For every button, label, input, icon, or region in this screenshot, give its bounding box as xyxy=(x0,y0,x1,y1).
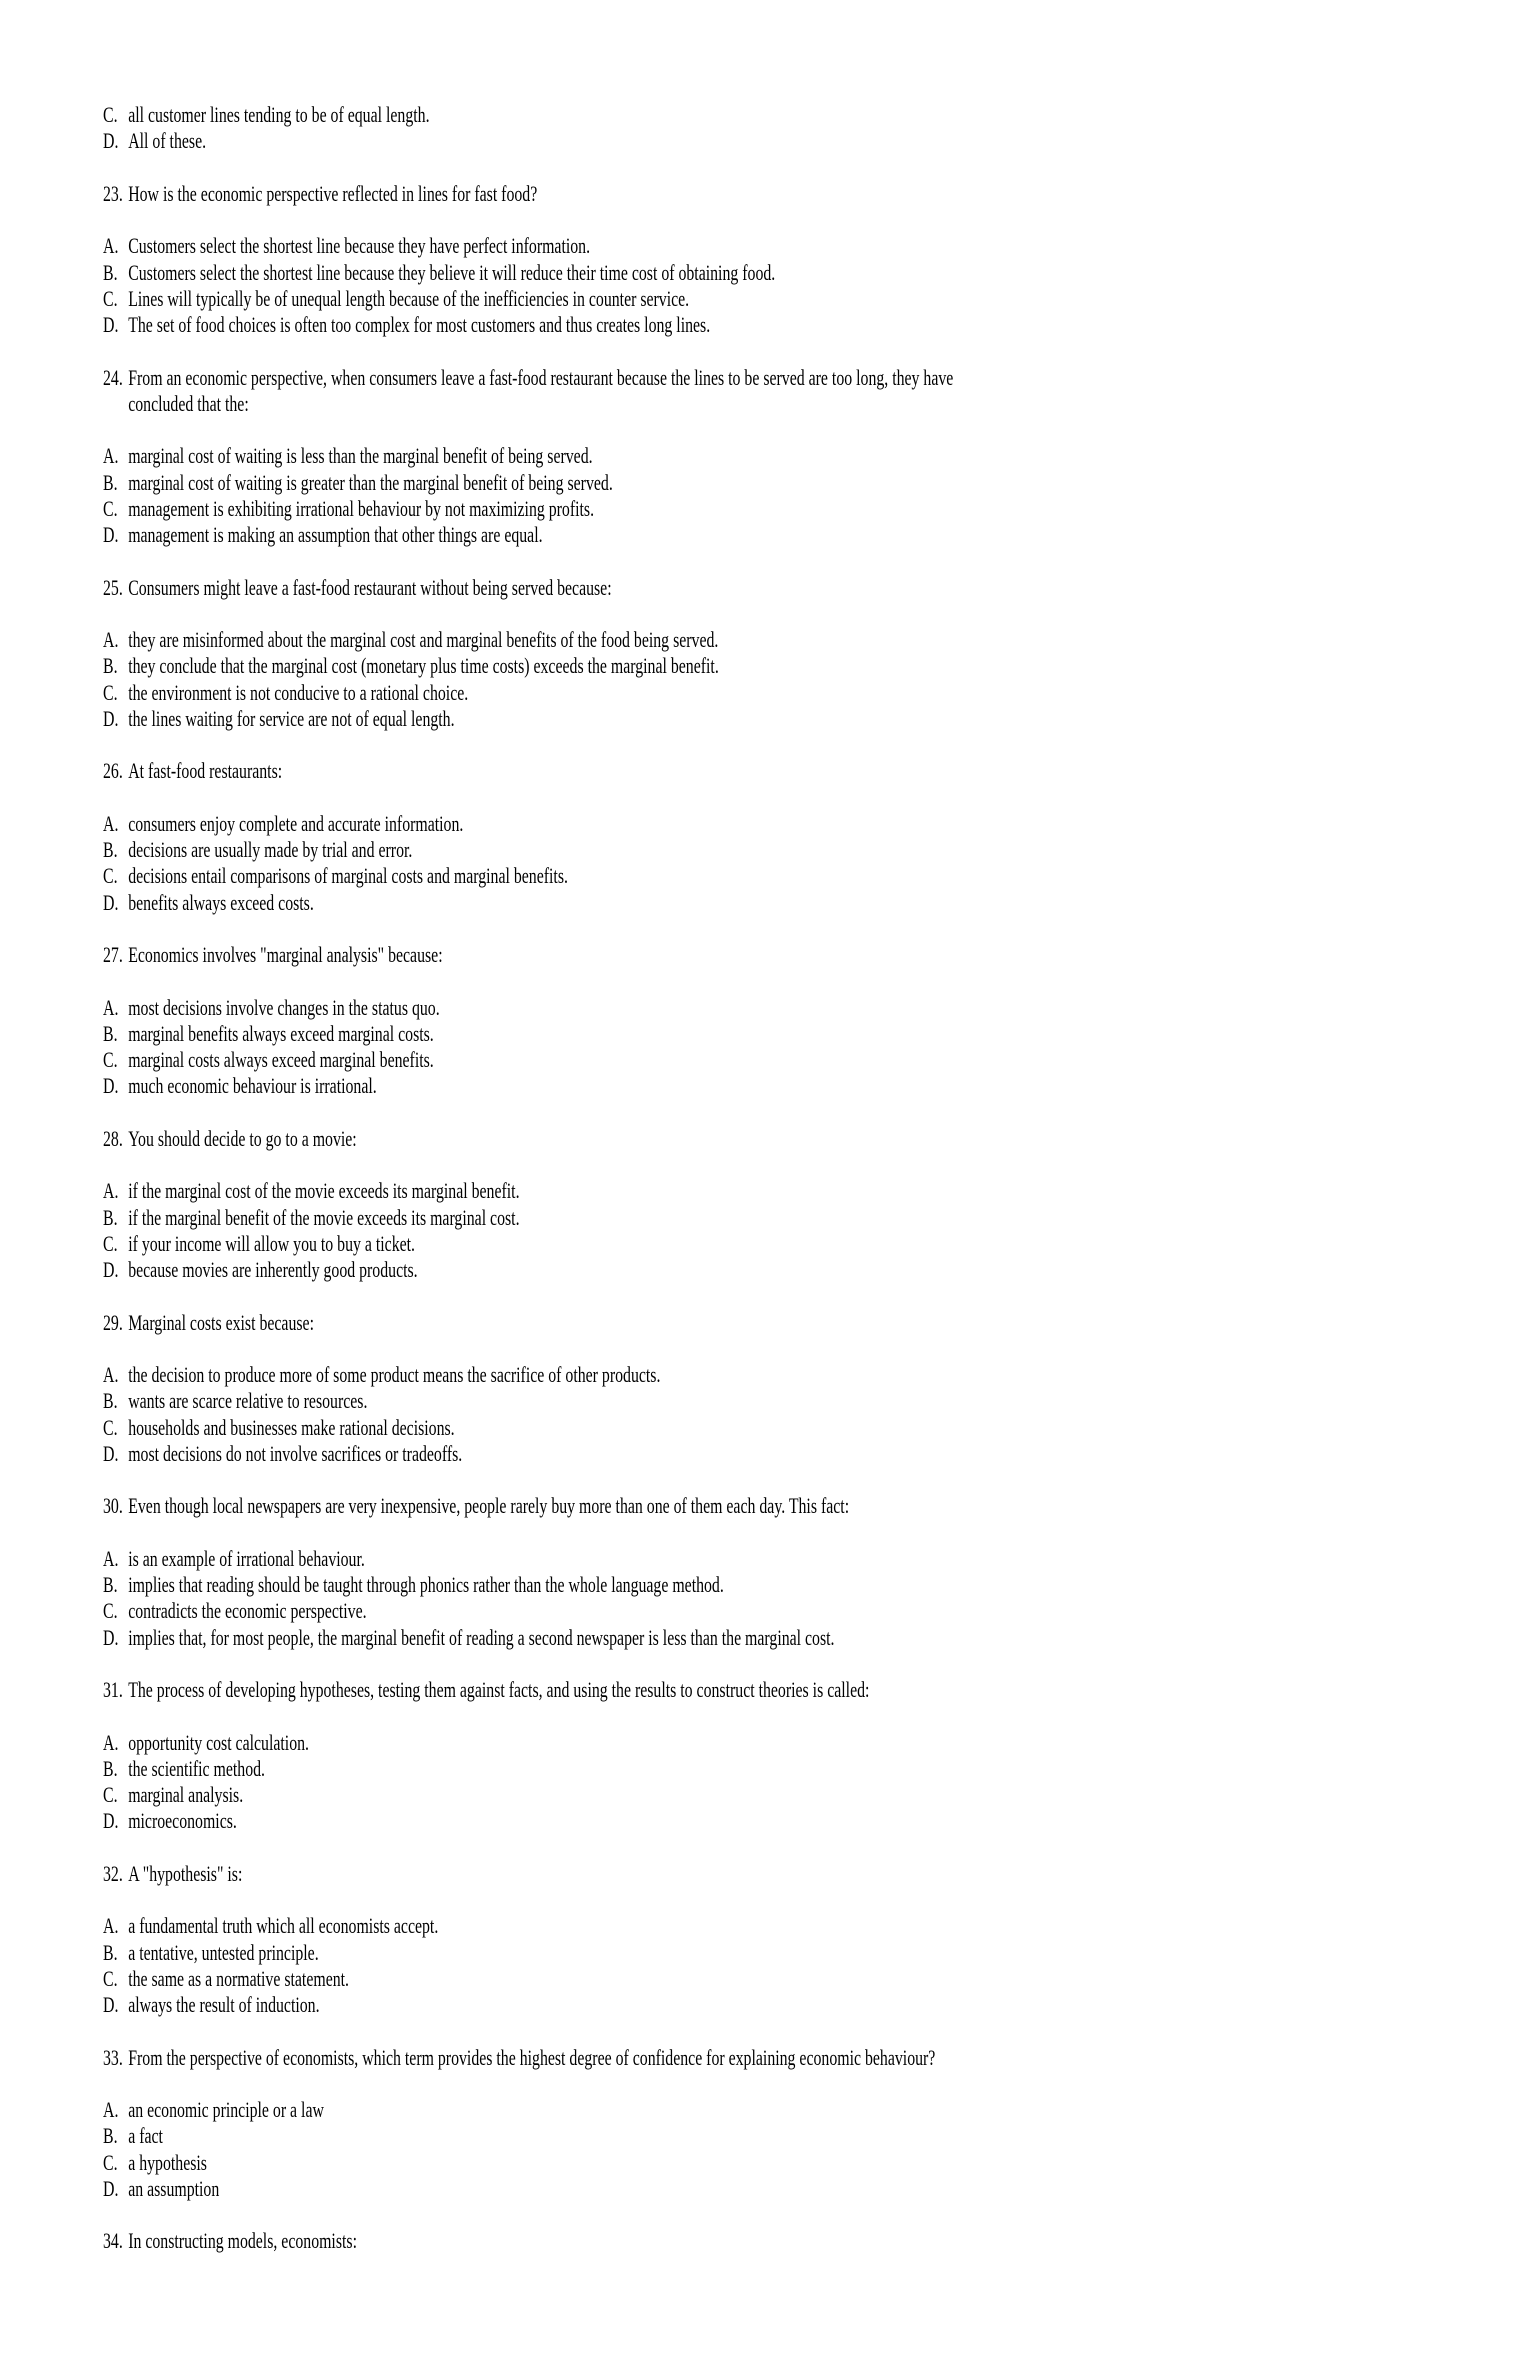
option-letter: B. xyxy=(103,469,118,495)
question-text: From an economic perspective, when consumers leave a fast-food restaurant because the lines to be served are too long, they have xyxy=(128,364,954,390)
answer-option xyxy=(103,1782,1540,1808)
option-text: if the marginal cost of the movie exceeds its marginal benefit. xyxy=(128,1178,520,1204)
option-letter: D. xyxy=(103,1440,119,1466)
option-letter: C. xyxy=(103,863,118,889)
blank-line xyxy=(103,417,1540,443)
answer-option xyxy=(103,1913,1540,1939)
answer-option xyxy=(103,1362,1540,1388)
option-letter: A. xyxy=(103,1178,119,1204)
blank-line xyxy=(103,1100,1540,1126)
blank-line xyxy=(103,968,1540,994)
answer-option xyxy=(103,102,1540,128)
option-letter: D. xyxy=(103,1808,119,1834)
answer-option xyxy=(103,1572,1540,1598)
option-letter: B. xyxy=(103,837,118,862)
question-stem xyxy=(103,942,1540,968)
answer-option xyxy=(103,995,1540,1021)
blank-line xyxy=(103,732,1540,758)
option-text: wants are scarce relative to resources. xyxy=(128,1388,368,1414)
question-text: The process of developing hypotheses, testing them against facts, and using the results to construct theories is called: xyxy=(128,1677,870,1702)
question-number: 32. xyxy=(103,1860,123,1886)
option-letter: B. xyxy=(103,1388,118,1414)
answer-option xyxy=(103,653,1540,679)
option-text: all customer lines tending to be of equal length. xyxy=(128,102,430,127)
option-text: microeconomics. xyxy=(128,1808,237,1834)
question-number: 33. xyxy=(103,2044,123,2070)
option-text: a fact xyxy=(128,2123,163,2149)
option-text: a fundamental truth which all economists accept. xyxy=(128,1913,439,1939)
answer-option xyxy=(103,627,1540,653)
answer-option xyxy=(103,1808,1540,1834)
option-letter: A. xyxy=(103,1729,119,1755)
option-letter: A. xyxy=(103,1362,119,1387)
option-letter: A. xyxy=(103,443,119,469)
option-letter: D. xyxy=(103,128,119,154)
answer-option xyxy=(103,1047,1540,1073)
option-letter: B. xyxy=(103,653,118,679)
option-letter: A. xyxy=(103,1545,119,1571)
option-letter: B. xyxy=(103,259,118,285)
answer-option xyxy=(103,1940,1540,1966)
blank-line xyxy=(103,2071,1540,2097)
answer-option xyxy=(103,1441,1540,1467)
question-stem xyxy=(103,1493,1540,1519)
option-text: marginal analysis. xyxy=(128,1782,244,1807)
blank-line xyxy=(103,155,1540,181)
option-text: The set of food choices is often too complex for most customers and thus creates long lines. xyxy=(128,312,711,337)
answer-option xyxy=(103,128,1540,154)
question-stem xyxy=(103,1861,1540,1887)
option-letter: D. xyxy=(103,2175,119,2201)
option-text: the scientific method. xyxy=(128,1755,265,1781)
answer-option xyxy=(103,1388,1540,1414)
option-letter: A. xyxy=(103,2097,119,2122)
answer-option xyxy=(103,522,1540,548)
option-text: management is making an assumption that other things are equal. xyxy=(128,522,543,547)
question-stem xyxy=(103,1677,1540,1703)
answer-option xyxy=(103,2123,1540,2149)
option-letter: C. xyxy=(103,1965,118,1991)
question-number: 24. xyxy=(103,364,123,390)
option-text: is an example of irrational behaviour. xyxy=(128,1545,365,1571)
answer-option xyxy=(103,312,1540,338)
answer-option xyxy=(103,680,1540,706)
option-text: most decisions involve changes in the status quo. xyxy=(128,994,440,1020)
option-letter: D. xyxy=(103,1624,119,1650)
option-text: consumers enjoy complete and accurate information. xyxy=(128,810,464,836)
option-text: the environment is not conducive to a rational choice. xyxy=(128,679,469,705)
option-letter: C. xyxy=(103,2149,118,2175)
question-text: In constructing models, economists: xyxy=(128,2228,357,2254)
option-text: most decisions do not involve sacrifices or tradeoffs. xyxy=(128,1440,463,1466)
option-letter: D. xyxy=(103,1257,119,1282)
option-text: a hypothesis xyxy=(128,2149,207,2175)
option-text: always the result of induction. xyxy=(128,1992,320,2017)
option-text: implies that, for most people, the marginal benefit of reading a second newspaper is less than the marginal cost. xyxy=(128,1624,835,1650)
question-number: 26. xyxy=(103,758,123,784)
option-letter: D. xyxy=(103,522,119,547)
answer-option xyxy=(103,890,1540,916)
option-text: contradicts the economic perspective. xyxy=(128,1598,367,1624)
option-letter: C. xyxy=(103,285,118,311)
question-text-cont: concluded that the: xyxy=(128,390,249,416)
option-letter: D. xyxy=(103,1073,119,1099)
answer-option xyxy=(103,1415,1540,1441)
answer-option xyxy=(103,2176,1540,2202)
answer-option xyxy=(103,233,1540,259)
option-letter: C. xyxy=(103,102,118,127)
option-text: Customers select the shortest line because they believe it will reduce their time cost of obtaining food. xyxy=(128,259,776,285)
option-text: an economic principle or a law xyxy=(128,2097,324,2122)
blank-line xyxy=(103,916,1540,942)
blank-line xyxy=(103,548,1540,574)
option-letter: B. xyxy=(103,1572,118,1597)
question-stem xyxy=(103,1126,1540,1152)
option-letter: C. xyxy=(103,1414,118,1440)
question-stem xyxy=(103,575,1540,601)
answer-option xyxy=(103,1231,1540,1257)
option-text: if the marginal benefit of the movie exceeds its marginal cost. xyxy=(128,1204,520,1230)
question-text: You should decide to go to a movie: xyxy=(128,1125,357,1151)
question-number: 23. xyxy=(103,180,123,206)
option-text: decisions are usually made by trial and error. xyxy=(128,837,413,862)
question-stem xyxy=(103,181,1540,207)
question-text: Economics involves "marginal analysis" because: xyxy=(128,942,443,967)
question-text: A "hypothesis" is: xyxy=(128,1860,243,1886)
blank-line xyxy=(103,1520,1540,1546)
question-stem xyxy=(103,2228,1540,2254)
blank-line xyxy=(103,338,1540,364)
question-stem xyxy=(103,365,1540,391)
option-text: an assumption xyxy=(128,2175,220,2201)
option-letter: A. xyxy=(103,994,119,1020)
answer-option xyxy=(103,1178,1540,1204)
answer-option xyxy=(103,1073,1540,1099)
option-text: management is exhibiting irrational behaviour by not maximizing profits. xyxy=(128,495,595,521)
option-text: they conclude that the marginal cost (monetary plus time costs) exceeds the marginal benefit. xyxy=(128,653,719,679)
option-text: All of these. xyxy=(128,128,207,154)
option-letter: D. xyxy=(103,312,119,337)
blank-line xyxy=(103,1283,1540,1309)
option-letter: D. xyxy=(103,1992,119,2017)
blank-line xyxy=(103,1467,1540,1493)
option-letter: B. xyxy=(103,1939,118,1965)
answer-option xyxy=(103,1021,1540,1047)
option-letter: B. xyxy=(103,2123,118,2149)
question-number: 27. xyxy=(103,942,123,967)
answer-option xyxy=(103,443,1540,469)
blank-line xyxy=(103,1835,1540,1861)
question-text: Consumers might leave a fast-food restaurant without being served because: xyxy=(128,574,612,600)
answer-option xyxy=(103,837,1540,863)
answer-option xyxy=(103,260,1540,286)
option-letter: A. xyxy=(103,233,119,259)
blank-line xyxy=(103,785,1540,811)
question-number: 31. xyxy=(103,1677,123,1702)
option-letter: C. xyxy=(103,1230,118,1256)
option-text: marginal costs always exceed marginal benefits. xyxy=(128,1047,434,1072)
option-text: marginal cost of waiting is less than the marginal benefit of being served. xyxy=(128,443,593,469)
option-letter: A. xyxy=(103,810,119,836)
option-letter: C. xyxy=(103,1782,118,1807)
option-text: they are misinformed about the marginal cost and marginal benefits of the food being served. xyxy=(128,627,719,652)
answer-option xyxy=(103,1730,1540,1756)
blank-line xyxy=(103,2018,1540,2044)
question-stem xyxy=(103,758,1540,784)
option-text: opportunity cost calculation. xyxy=(128,1729,309,1755)
option-text: marginal cost of waiting is greater than the marginal benefit of being served. xyxy=(128,469,613,495)
blank-line xyxy=(103,2202,1540,2228)
question-text: At fast-food restaurants: xyxy=(128,758,283,784)
blank-line xyxy=(103,1703,1540,1729)
blank-line xyxy=(103,207,1540,233)
option-text: marginal benefits always exceed marginal costs. xyxy=(128,1020,434,1046)
option-text: Lines will typically be of unequal length because of the inefficiencies in counter service. xyxy=(128,285,690,311)
question-text: How is the economic perspective reflected in lines for fast food? xyxy=(128,180,538,206)
option-letter: A. xyxy=(103,1913,119,1939)
option-text: households and businesses make rational decisions. xyxy=(128,1414,455,1440)
answer-option xyxy=(103,1205,1540,1231)
option-text: the same as a normative statement. xyxy=(128,1965,350,1991)
option-text: much economic behaviour is irrational. xyxy=(128,1073,377,1099)
answer-option xyxy=(103,863,1540,889)
answer-option xyxy=(103,1992,1540,2018)
question-text: From the perspective of economists, which term provides the highest degree of confidence for explaining economic behaviour? xyxy=(128,2044,936,2070)
question-number: 28. xyxy=(103,1125,123,1151)
question-text: Marginal costs exist because: xyxy=(128,1309,314,1335)
blank-line xyxy=(103,1887,1540,1913)
question-text-continued xyxy=(103,391,1540,417)
option-letter: C. xyxy=(103,679,118,705)
option-text: Customers select the shortest line because they have perfect information. xyxy=(128,233,591,259)
option-text: the decision to produce more of some product means the sacrifice of other products. xyxy=(128,1362,661,1387)
option-text: implies that reading should be taught through phonics rather than the whole language method. xyxy=(128,1572,724,1597)
option-text: because movies are inherently good products. xyxy=(128,1257,418,1282)
question-number: 25. xyxy=(103,574,123,600)
answer-option xyxy=(103,496,1540,522)
question-number: 30. xyxy=(103,1493,123,1519)
option-letter: B. xyxy=(103,1020,118,1046)
option-letter: D. xyxy=(103,705,119,731)
option-letter: A. xyxy=(103,627,119,652)
answer-option xyxy=(103,1546,1540,1572)
answer-option xyxy=(103,1257,1540,1283)
option-letter: B. xyxy=(103,1755,118,1781)
option-text: if your income will allow you to buy a ticket. xyxy=(128,1230,416,1256)
blank-line xyxy=(103,1152,1540,1178)
answer-option xyxy=(103,1966,1540,1992)
answer-option xyxy=(103,470,1540,496)
option-letter: B. xyxy=(103,1204,118,1230)
answer-option xyxy=(103,286,1540,312)
answer-option xyxy=(103,2150,1540,2176)
option-text: the lines waiting for service are not of equal length. xyxy=(128,705,455,731)
option-letter: C. xyxy=(103,1047,118,1072)
answer-option xyxy=(103,1598,1540,1624)
option-letter: C. xyxy=(103,1598,118,1624)
option-letter: C. xyxy=(103,495,118,521)
answer-option xyxy=(103,2097,1540,2123)
answer-option xyxy=(103,706,1540,732)
question-number: 34. xyxy=(103,2228,123,2254)
answer-option xyxy=(103,811,1540,837)
option-text: benefits always exceed costs. xyxy=(128,889,314,915)
blank-line xyxy=(103,1336,1540,1362)
answer-option xyxy=(103,1625,1540,1651)
answer-option xyxy=(103,1756,1540,1782)
option-text: decisions entail comparisons of marginal costs and marginal benefits. xyxy=(128,863,568,889)
question-stem xyxy=(103,1310,1540,1336)
question-number: 29. xyxy=(103,1309,123,1335)
option-letter: D. xyxy=(103,889,119,915)
blank-line xyxy=(103,601,1540,627)
blank-line xyxy=(103,1651,1540,1677)
quiz-document xyxy=(103,102,1540,2255)
option-text: a tentative, untested principle. xyxy=(128,1939,319,1965)
question-stem xyxy=(103,2045,1540,2071)
question-text: Even though local newspapers are very inexpensive, people rarely buy more than one of them each day. This fact: xyxy=(128,1493,850,1519)
